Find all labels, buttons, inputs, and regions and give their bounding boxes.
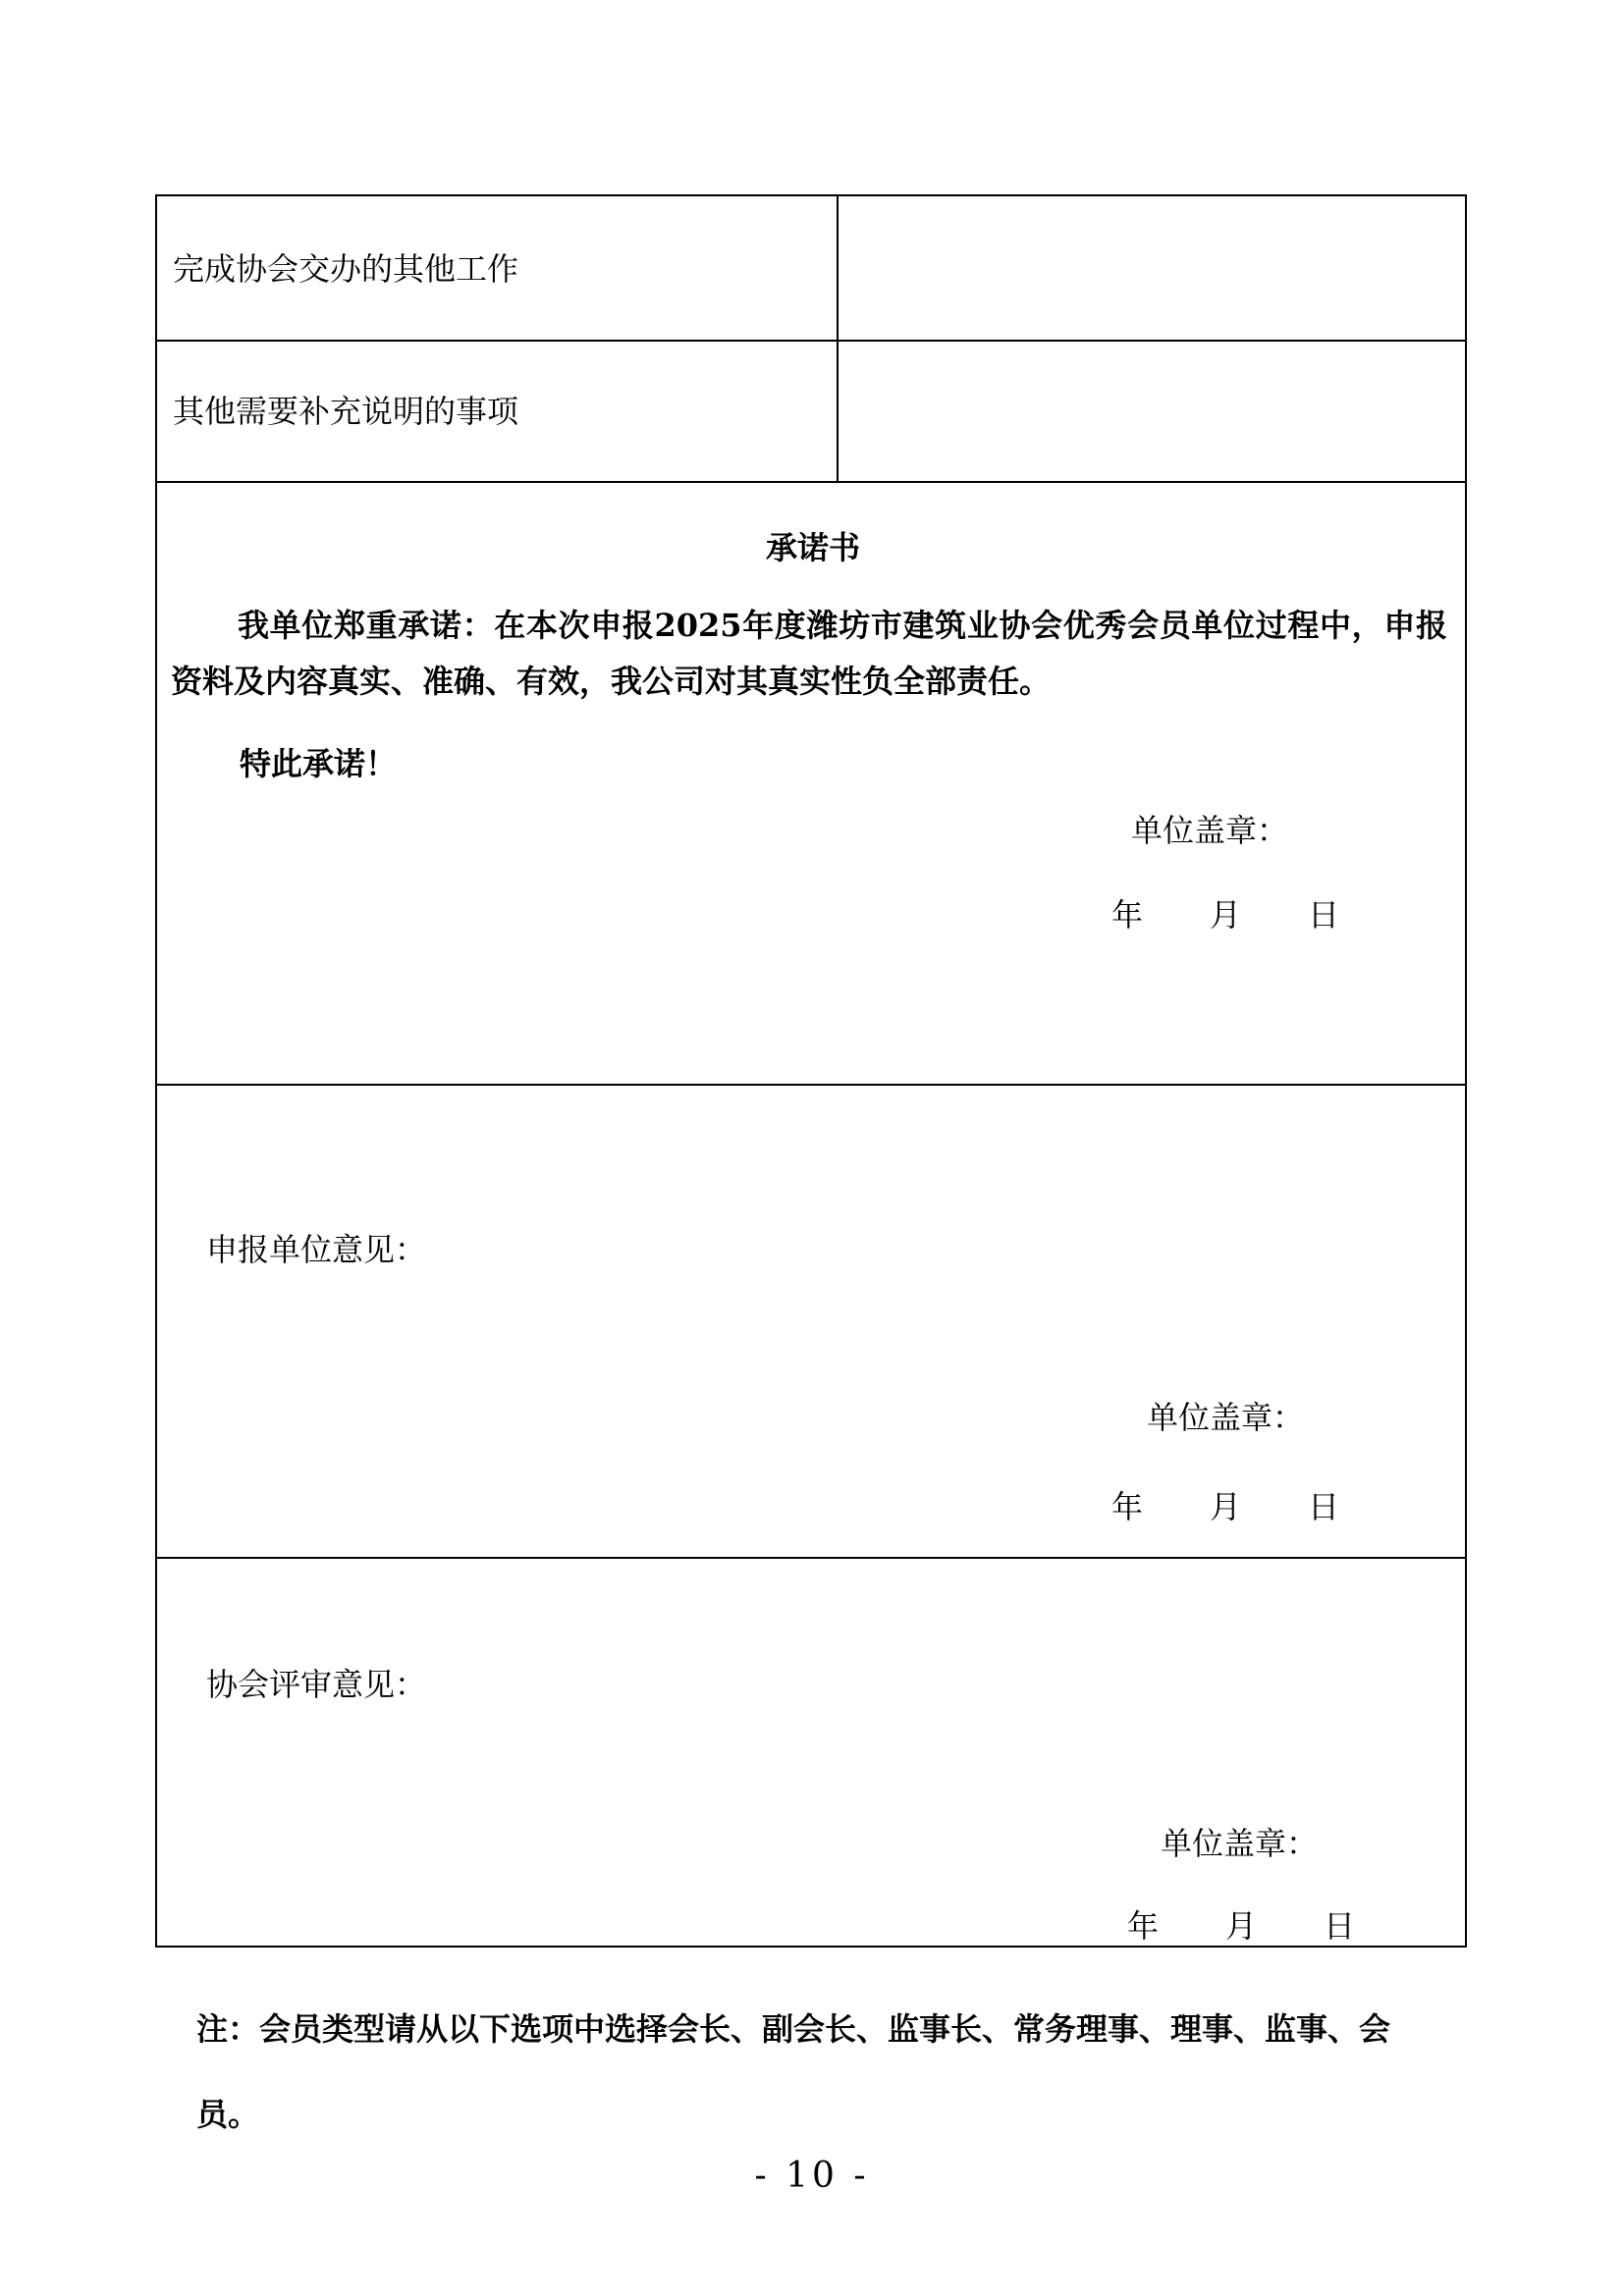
- applicant-opinion-label: 申报单位意见：: [206, 1231, 427, 1268]
- row-other-work: [157, 196, 1465, 342]
- application-form-table: [155, 194, 1467, 1948]
- column-divider: [837, 342, 839, 481]
- association-date-year: 年: [1127, 1907, 1160, 1945]
- pledge-section: [157, 483, 1465, 1086]
- page-number: - 10 -: [754, 2156, 870, 2196]
- association-opinion-label: 协会评审意见：: [206, 1666, 427, 1703]
- applicant-date-year: 年: [1111, 1488, 1144, 1525]
- association-date-month: 月: [1225, 1907, 1258, 1945]
- row-other-work-label: 完成协会交办的其他工作: [173, 250, 519, 288]
- row-other-matters: [157, 342, 1465, 483]
- applicant-opinion-section: [157, 1086, 1465, 1559]
- applicant-date-day: 日: [1308, 1488, 1340, 1525]
- column-divider: [837, 196, 839, 340]
- association-opinion-section: [157, 1559, 1465, 1948]
- applicant-date-month: 月: [1210, 1488, 1242, 1525]
- member-type-note: 注：会员类型请从以下选项中选择会长、副会长、监事长、常务理事、理事、监事、会员。: [196, 2010, 1391, 2133]
- pledge-date-month: 月: [1210, 896, 1242, 934]
- pledge-date-day: 日: [1308, 896, 1340, 934]
- row-other-matters-label: 其他需要补充说明的事项: [173, 393, 519, 430]
- applicant-seal-label: 单位盖章：: [1147, 1399, 1305, 1436]
- pledge-seal-label: 单位盖章：: [1131, 812, 1289, 849]
- association-seal-label: 单位盖章：: [1161, 1825, 1319, 1862]
- pledge-closing: 特此承诺！: [240, 745, 398, 782]
- pledge-body: 我单位郑重承诺：在本次申报2025年度潍坊市建筑业协会优秀会员单位过程中，申报资料及内容真实、准确、有效，我公司对其真实性负全部责任。: [171, 607, 1447, 700]
- pledge-title: 承诺书: [765, 529, 860, 566]
- pledge-date-year: 年: [1111, 896, 1144, 934]
- association-date-day: 日: [1324, 1907, 1356, 1945]
